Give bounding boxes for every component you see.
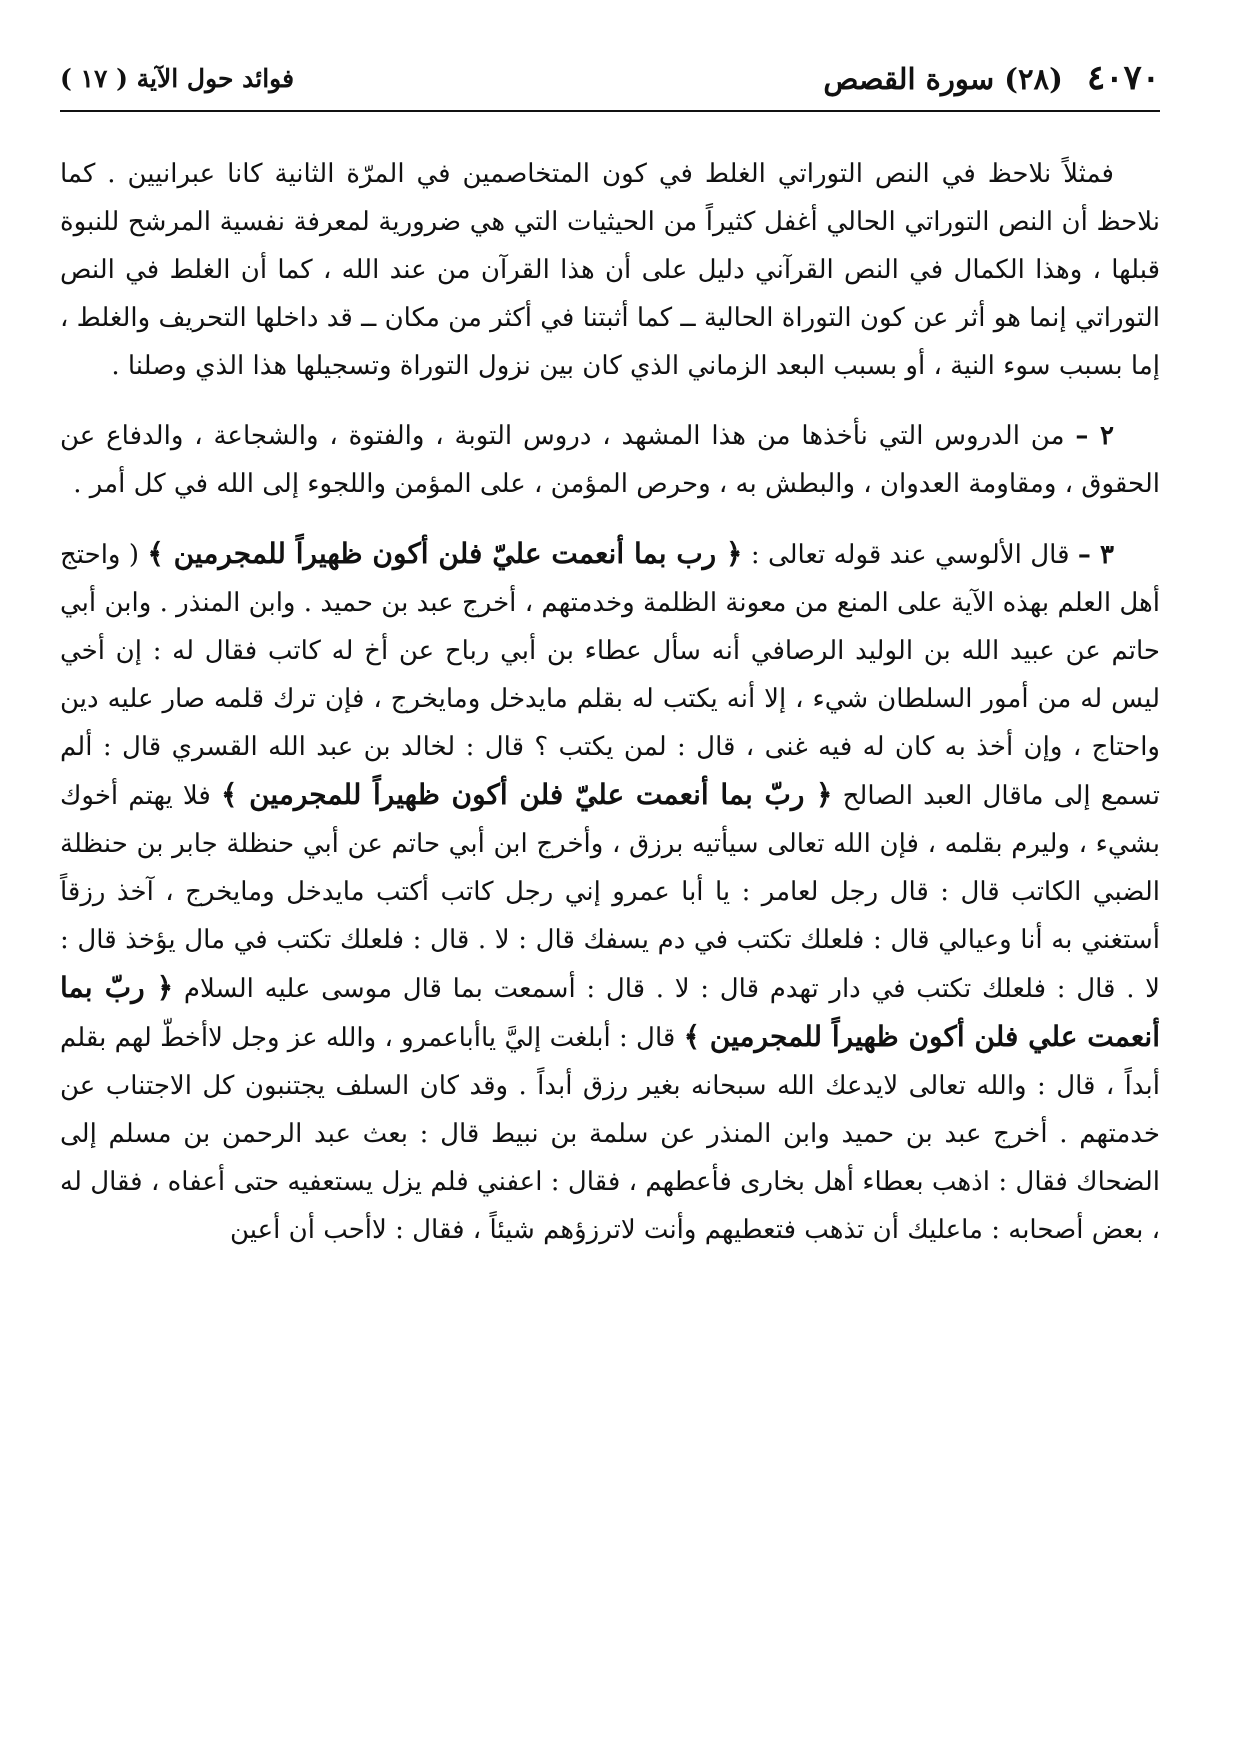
paragraph-3 xyxy=(60,530,1160,1254)
page-header xyxy=(60,40,1160,112)
page-body xyxy=(60,112,1160,1254)
paragraph-2-number: ٢ – xyxy=(1075,421,1114,451)
book-page xyxy=(60,40,1160,1720)
surah-title: (٢٨) سورة القصص xyxy=(823,62,1063,96)
paragraph-1-text: فمثلاً نلاحظ في النص التوراتي الغلط في كون المتخاصمين في المرّة الثانية كانا عبرانيين . كما نلاحظ أن النص التوراتي الحالي أغفل كثيراً من الحيثيات التي هي ضرورية لمعرفة نفسية المرشح للنبوة قبلها ، وهذا الكمال في النص القرآني دليل على أن هذا القرآن من عند الله ، كما أن الغلط في النص التوراتي إنما هو أثر عن كون التوراة الحالية ــ كما أثبتنا في أكثر من مكان ــ قد داخلها التحريف والغلط ، إما بسبب سوء النية ، أو بسبب البعد الزماني الذي كان بين نزول التوراة وتسجيلها هذا الذي وصلنا . xyxy=(60,159,1160,381)
paragraph-3-text-2: ( واحتج أهل العلم بهذه الآية على المنع من معونة الظلمة وخدمتهم ، أخرج عبد بن حميد . وابن المنذر . وابن أبي حاتم عن عبيد الله بن الوليد الرصافي أنه سأل عطاء بن أبي رباح عن أخ له كاتب فقال له : إن أخي ليس له من أمور السلطان شيء ، إلا أنه يكتب له بقلم مايدخل ومايخرج ، فإن ترك قلمه صار عليه دين واحتاج ، وإن أخذ به كان له فيه غنى ، قال : لمن يكتب ؟ قال : لخالد بن عبد الله القسري قال : ألم تسمع إلى ماقال العبد الصالح xyxy=(60,540,1161,811)
header-right xyxy=(823,58,1160,98)
section-title: فوائد حول الآية ( ١٧ ) xyxy=(60,64,295,93)
page-number: ٤٠٧٠ xyxy=(1086,58,1160,98)
quranic-verse-3: ﴿ ربّ بما أنعمت علي فلن أكون ظهيراً للمجرمين ﴾ xyxy=(60,971,1160,1053)
paragraph-2-text: من الدروس التي نأخذها من هذا المشهد ، دروس التوبة ، والفتوة ، والشجاعة ، والدفاع عن الحقوق ، ومقاومة العدوان ، والبطش به ، وحرص المؤمن ، على المؤمن واللجوء إلى الله في كل أمر . xyxy=(60,421,1160,499)
paragraph-2 xyxy=(60,412,1160,508)
quranic-verse-2: ﴿ ربّ بما أنعمت عليّ فلن أكون ظهيراً للمجرمين ﴾ xyxy=(221,778,833,811)
paragraph-1 xyxy=(60,150,1160,390)
paragraph-3-text-4: قال : أبلغت إليَّ ياأباعمرو ، والله عز وجل لاأخطّ لهم بقلم أبداً ، قال : والله تعالى لايدعك الله سبحانه بغير رزق أبداً . وقد كان السلف يجتنبون كل الاجتناب عن خدمتهم . أخرج عبد بن حميد وابن المنذر عن سلمة بن نبيط قال : بعث عبد الرحمن بن مسلم إلى الضحاك فقال : اذهب بعطاء أهل بخارى فأعطهم ، فقال : اعفني فلم يزل يستعفيه حتى أعفاه ، فقال له ، بعض أصحابه : ماعليك أن تذهب فتعطيهم وأنت لاترزؤهم شيئاً ، فقال : لاأحب أن أعين xyxy=(60,1023,1160,1245)
paragraph-3-text-1: قال الألوسي عند قوله تعالى : xyxy=(750,540,1070,570)
paragraph-3-number: ٣ – xyxy=(1077,540,1114,570)
quranic-verse-1: ﴿ رب بما أنعمت عليّ فلن أكون ظهيراً للمجرمين ﴾ xyxy=(147,537,743,570)
paragraph-3-text-3: فلا يهتم أخوك بشيء ، وليرم بقلمه ، فإن الله تعالى سيأتيه برزق ، وأخرج ابن أبي حاتم عن أبي حنظلة جابر بن حنظلة الضبي الكاتب قال : قال رجل لعامر : يا أبا عمرو إني رجل كاتب أكتب مايدخل ومايخرج ، آخذ رزقاً أستغني به أنا وعيالي قال : فلعلك تكتب في دم يسفك قال : لا . قال : فلعلك تكتب في مال يؤخذ قال : لا . قال : فلعلك تكتب في دار تهدم قال : لا . قال : أسمعت بما قال موسى عليه السلام xyxy=(60,781,1160,1004)
